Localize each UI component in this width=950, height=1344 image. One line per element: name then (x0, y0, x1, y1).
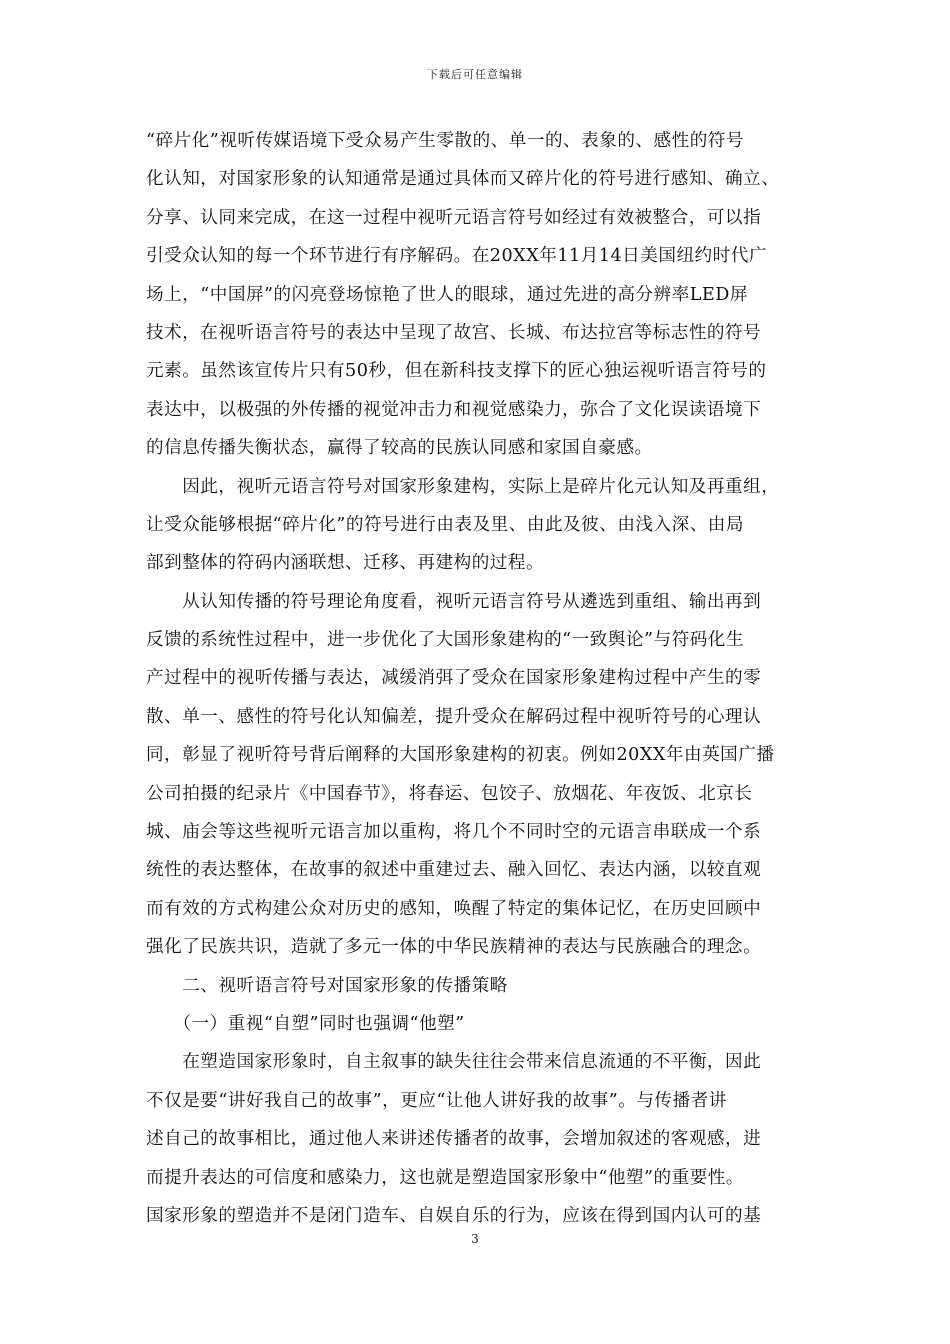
text-line: 反馈的系统性过程中，进一步优化了大国形象建构的“一致舆论”与符码化生 (146, 630, 744, 651)
text-line: 引受众认知的每一个环节进行有序解码。在20XX年11月14日美国纽约时代广 (146, 246, 767, 267)
text-line: 不仅是要“讲好我自己的故事”，更应“让他人讲好我的故事”。与传播者讲 (146, 1090, 727, 1111)
text-line: 述自己的故事相比，通过他人来讲述传播者的故事，会增加叙述的客观感，进 (146, 1129, 762, 1150)
text-line: （一）重视“自塑”同时也强调“他塑” (146, 1013, 465, 1034)
text-line: 技术，在视听语言符号的表达中呈现了故宫、长城、布达拉宫等标志性的符号 (146, 322, 762, 343)
body-text (146, 122, 808, 1235)
text-line: “碎片化”视听传媒语境下受众易产生零散的、单一的、表象的、感性的符号 (146, 131, 744, 151)
text-line: 强化了民族共识，造就了多元一体的中华民族精神的表达与民族融合的理念。 (146, 937, 762, 958)
text-line: 部到整体的符码内涵联想、迁移、再建构的过程。 (146, 553, 545, 574)
text-line: 因此，视听元语言符号对国家形象建构，实际上是碎片化元认知及再重组， (146, 476, 780, 497)
text-line: 分享、认同来完成，在这一过程中视听元语言符号如经过有效被整合，可以指 (146, 207, 762, 228)
text-line: 而提升表达的可信度和感染力，这也就是塑造国家形象中“他塑”的重要性。 (146, 1167, 744, 1188)
text-line: 在塑造国家形象时，自主叙事的缺失往往会带来信息流通的不平衡，因此 (146, 1052, 762, 1073)
text-line: 公司拍摄的纪录片《中国春节》，将春运、包饺子、放烟花、年夜饭、北京长 (146, 783, 753, 804)
text-line: 场上，“中国屏”的闪亮登场惊艳了世人的眼球，通过先进的高分辨率LED屏 (146, 284, 748, 305)
text-line: 产过程中的视听传播与表达，减缓消弭了受众在国家形象建构过程中产生的零 (146, 668, 762, 689)
text-line: 化认知，对国家形象的认知通常是通过具体而又碎片化的符号进行感知、确立、 (146, 169, 780, 190)
text-line: 城、庙会等这些视听元语言加以重构，将几个不同时空的元语言串联成一个系 (146, 822, 762, 843)
text-line: 从认知传播的符号理论角度看，视听元语言符号从遴选到重组、输出再到 (146, 591, 762, 612)
header-note: 下载后可任意编辑 (427, 68, 523, 81)
text-line: 元素。虽然该宣传片只有50秒，但在新科技支撑下的匠心独运视听语言符号的 (146, 361, 767, 382)
text-line: 二、视听语言符号对国家形象的传播策略 (146, 975, 508, 996)
text-line: 国家形象的塑造并不是闭门造车、自娱自乐的行为，应该在得到国内认可的基 (146, 1205, 762, 1226)
text-line: 散、单一、感性的符号化认知偏差，提升受众在解码过程中视听符号的心理认 (146, 706, 762, 727)
text-line: 而有效的方式构建公众对历史的感知，唤醒了特定的集体记忆，在历史回顾中 (146, 898, 762, 919)
text-line: 统性的表达整体，在故事的叙述中重建过去、融入回忆、表达内涵，以较直观 (146, 860, 762, 881)
text-line: 的信息传播失衡状态，赢得了较高的民族认同感和家国自豪感。 (146, 438, 653, 459)
text-line: 表达中，以极强的外传播的视觉冲击力和视觉感染力，弥合了文化误读语境下 (146, 399, 762, 420)
text-line: 让受众能够根据“碎片化”的符号进行由表及里、由此及彼、由浅入深、由局 (146, 514, 744, 535)
text-line: 同，彰显了视听符号背后阐释的大国形象建构的初衷。例如20XX年由英国广播 (146, 745, 775, 766)
page-number: 3 (471, 1232, 479, 1246)
